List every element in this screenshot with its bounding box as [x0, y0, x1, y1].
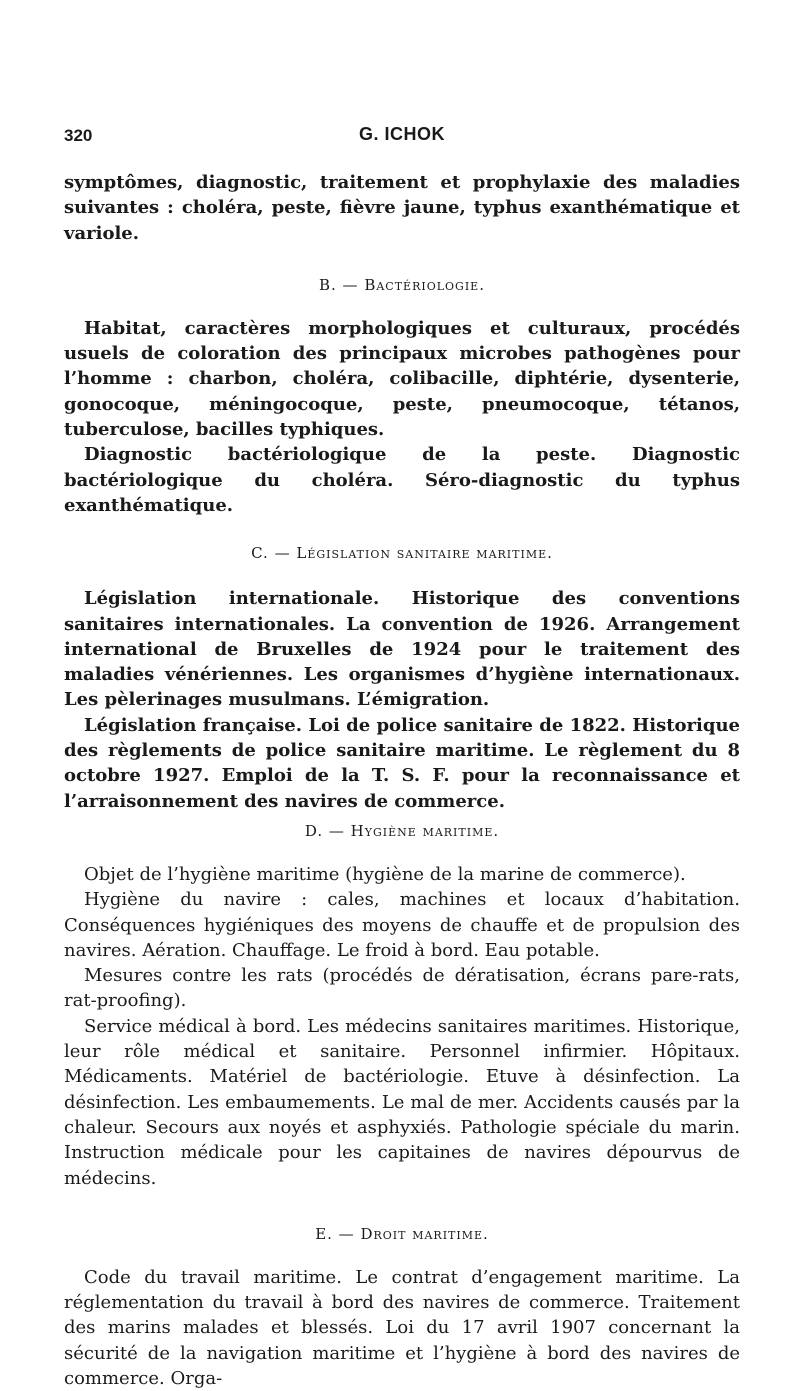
- section-d-paragraph-2: Hygiène du navire : cales, machines et locaux d’habitation. Conséquences hygiéniques des moyens de chauffe et de propulsion des navires. Aération. Chauffage. Le froid à bord. Eau potable.: [64, 889, 740, 961]
- running-title: G. ICHOK: [358, 124, 445, 144]
- section-b-title: B. — Bactériologie.: [319, 275, 485, 294]
- section-d-title: D. — Hygiène maritime.: [304, 821, 500, 840]
- section-d-paragraph-3: Mesures contre les rats (procédés de dératisation, écrans pare-rats, rat-proofing).: [64, 965, 740, 1012]
- section-e-title: E. — Droit maritime.: [315, 1224, 489, 1243]
- section-b-paragraph-2: Diagnostic bactériologique de la peste. Diagnostic bactériologique du choléra. Séro-diagnostic du typhus exanthématique.: [64, 444, 740, 516]
- section-e-paragraph-1: Code du travail maritime. Le contrat d’engagement maritime. La réglementation du travail à bord des navires de commerce. Traitement des marins malades et blessés. Loi du 17 avril 1907 concernant la sécurité de la navigation maritime et l’hygiène à bord des navires de commerce. Orga-: [64, 1266, 740, 1389]
- section-c-paragraph-2: Législation française. Loi de police sanitaire de 1822. Historique des règlements de police sanitaire maritime. Le règlement du 8 octobre 1927. Emploi de la T. S. F. pour la reconnaissance et l’arraisonnement des navires de commerce.: [64, 714, 740, 812]
- section-c-paragraph-1: Législation internationale. Historique des conventions sanitaires internationales. La convention de 1926. Arrangement international de Bruxelles de 1924 pour le traitement des maladies vénériennes. Les organismes d’hygiène internationaux. Les pèlerinages musulmans. L’émigration.: [64, 588, 740, 711]
- section-d-paragraph-4: Service médical à bord. Les médecins sanitaires maritimes. Historique, leur rôle médical et sanitaire. Personnel infirmier. Hôpitaux. Médicaments. Matériel de bactériologie. Etuve à désinfection. La désinfection. Les embaumements. Le mal de mer. Accidents causés par la chaleur. Secours aux noyés et asphyxiés. Pathologie spéciale du marin. Instruction médicale pour les capitaines de navires dépourvus de médecins.: [64, 1015, 740, 1189]
- intro-paragraph: symptômes, diagnostic, traitement et prophylaxie des maladies suivantes : choléra, peste, fièvre jaune, typhus exanthématique et variole.: [64, 172, 740, 244]
- page-number: 320: [64, 126, 93, 145]
- section-b-paragraph-1: Habitat, caractères morphologiques et culturaux, procédés usuels de coloration des principaux microbes pathogènes pour l’homme : charbon, choléra, colibacille, diphtérie, dysenterie, gonocoque, méningocoque, peste, pneumocoque, tétanos, tuberculose, bacilles typhiques.: [64, 317, 740, 441]
- running-header: [64, 122, 740, 152]
- section-c-title: C. — Législation sanitaire maritime.: [251, 544, 553, 563]
- page: [64, 122, 740, 1391]
- section-d-paragraph-1: Objet de l’hygiène maritime (hygiène de la marine de commerce).: [84, 863, 686, 885]
